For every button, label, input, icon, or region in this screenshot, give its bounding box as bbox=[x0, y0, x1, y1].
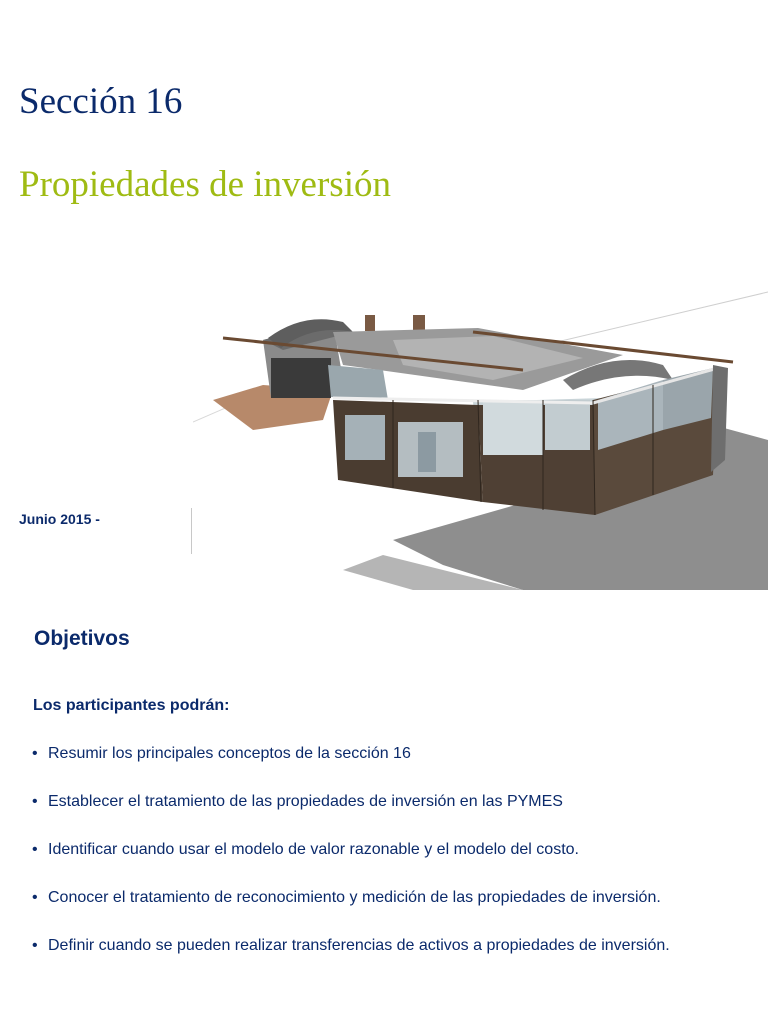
page-title: Sección 16 bbox=[19, 81, 183, 122]
objective-item: • Conocer el tratamiento de reconocimiento y medición de las propiedades de inversión. bbox=[30, 884, 760, 932]
objectives-intro: Los participantes podrán: bbox=[33, 697, 230, 714]
objective-item: • Establecer el tratamiento de las propiedades de inversión en las PYMES bbox=[30, 788, 760, 836]
objective-item: • Resumir los principales conceptos de la sección 16 bbox=[30, 740, 760, 788]
divider-line bbox=[191, 508, 192, 554]
page-subtitle: Propiedades de inversión bbox=[19, 164, 391, 205]
building-illustration-icon bbox=[193, 240, 768, 590]
objective-item: • Definir cuando se pueden realizar transferencias de activos a propiedades de inversión. bbox=[30, 932, 760, 980]
objective-item: • Identificar cuando usar el modelo de valor razonable y el modelo del costo. bbox=[30, 836, 760, 884]
objectives-heading: Objetivos bbox=[34, 627, 130, 650]
objectives-list bbox=[30, 740, 760, 980]
date-label: Junio 2015 - bbox=[19, 511, 100, 527]
